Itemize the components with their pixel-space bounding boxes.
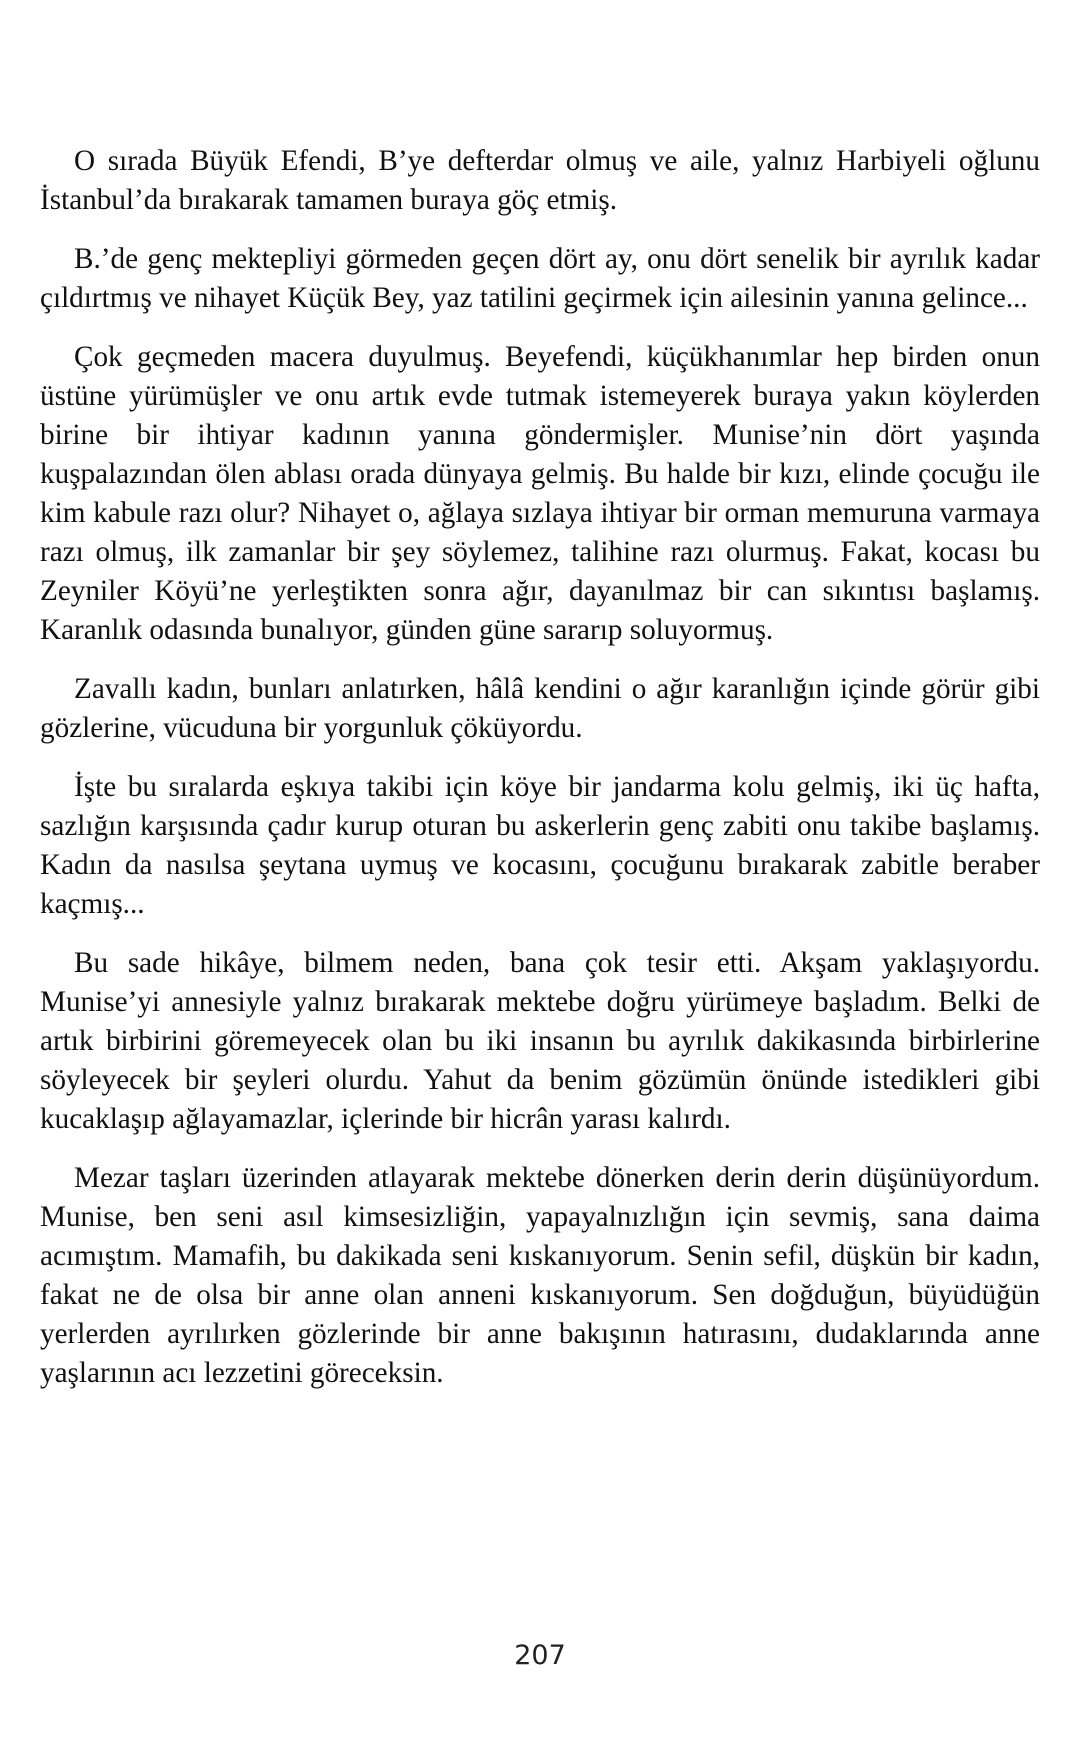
- page-body: [40, 142, 1040, 1413]
- paragraph-3: Çok geçmeden macera duyulmuş. Beyefendi, küçükhanımlar hep birden onun üstüne yürümüşler ve onu artık evde tutmak istemeyerek buraya yakın köylerden birine bir ihtiyar kadının yanına göndermişler. Munise’nin dört yaşında kuşpalazından ölen ablası orada dünyaya gelmiş. Bu halde bir kızı, elinde çocuğu ile kim kabule razı olur? Nihayet o, ağlaya sızlaya ihtiyar bir orman memuruna varmaya razı olmuş, ilk zamanlar bir şey söylemez, talihine razı olurmuş. Fakat, kocası bu Zeyniler Köyü’ne yerleştikten sonra ağır, dayanılmaz bir can sıkıntısı başlamış. Karanlık odasında bunalıyor, günden güne sararıp soluyormuş.: [40, 341, 1040, 646]
- paragraph-2: B.’de genç mektepliyi görmeden geçen dört ay, onu dört senelik bir ayrılık kadar çıldırtmış ve nihayet Küçük Bey, yaz tatilini geçirmek için ailesinin yanına gelince...: [40, 243, 1040, 314]
- paragraph-4: Zavallı kadın, bunları anlatırken, hâlâ kendini o ağır karanlığın içinde görür gibi gözlerine, vücuduna bir yorgunluk çöküyordu.: [40, 673, 1040, 744]
- paragraph-6: Bu sade hikâye, bilmem neden, bana çok tesir etti. Akşam yaklaşıyordu. Munise’yi annesiyle yalnız bırakarak mektebe doğru yürümeye başladım. Belki de artık birbirini göremeyecek olan bu iki insanın bu ayrılık dakikasında birbirlerine söyleyecek bir şeyleri olurdu. Yahut da benim gözümün önünde istedikleri gibi kucaklaşıp ağlayamazlar, içlerinde bir hicrân yarası kalırdı.: [40, 947, 1040, 1135]
- paragraph-7: Mezar taşları üzerinden atlayarak mektebe dönerken derin derin düşünüyordum. Munise, ben seni asıl kimsesizliğin, yapayalnızlığın için sevmiş, sana daima acımıştım. Mamafih, bu dakikada seni kıskanıyorum. Senin sefil, düşkün bir kadın, fakat ne de olsa bir anne olan anneni kıskanıyorum. Sen doğduğun, büyüdüğün yerlerden ayrılırken gözlerinde bir anne bakışının hatırasını, dudaklarında anne yaşlarının acı lezzetini göreceksin.: [40, 1162, 1040, 1389]
- paragraph-1: O sırada Büyük Efendi, B’ye defterdar olmuş ve aile, yalnız Harbiyeli oğlunu İstanbul’da bırakarak tamamen buraya göç etmiş.: [40, 145, 1040, 216]
- paragraph-5: İşte bu sıralarda eşkıya takibi için köye bir jandarma kolu gelmiş, iki üç hafta, sazlığın karşısında çadır kurup oturan bu askerlerin genç zabiti onu takibe başlamış. Kadın da nasılsa şeytana uymuş ve kocasını, çocuğunu bırakarak zabitle beraber kaçmış...: [40, 771, 1040, 920]
- page-number: 207: [514, 1640, 566, 1671]
